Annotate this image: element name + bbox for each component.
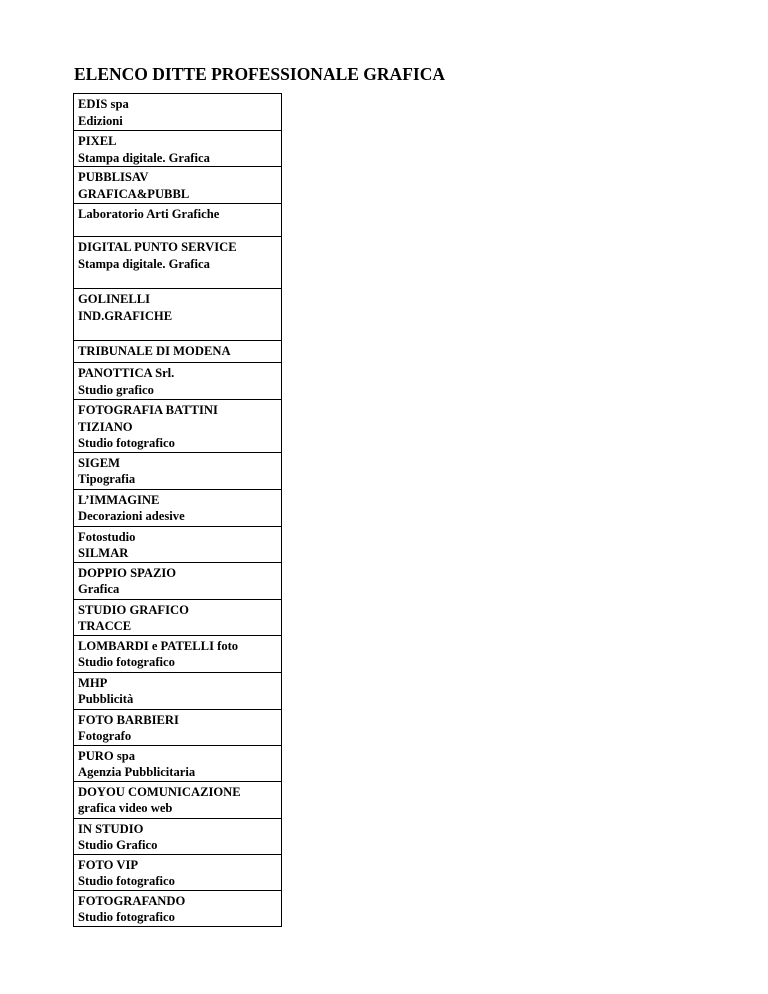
company-name: FOTO BARBIERI xyxy=(78,712,179,727)
company-name: EDIS spa xyxy=(78,97,129,111)
company-row xyxy=(74,526,282,562)
company-name: Fotostudio xyxy=(78,529,136,544)
company-row xyxy=(74,709,282,745)
company-name: SIGEM xyxy=(78,455,120,470)
company-list xyxy=(74,94,282,927)
company-cell xyxy=(74,526,282,562)
company-cell xyxy=(74,709,282,745)
company-description: Studio fotografico xyxy=(78,655,175,669)
company-row xyxy=(74,289,282,341)
company-cell xyxy=(74,745,282,781)
company-cell xyxy=(74,890,282,926)
company-cell xyxy=(74,452,282,489)
page-title: ELENCO DITTE PROFESSIONALE GRAFICA xyxy=(74,64,445,84)
company-row xyxy=(74,167,282,204)
company-cell xyxy=(74,635,282,672)
company-name: TRIBUNALE DI MODENA xyxy=(78,344,231,358)
company-row xyxy=(74,363,282,400)
company-description: grafica video web xyxy=(78,801,173,815)
company-row xyxy=(74,745,282,781)
company-description: Edizioni xyxy=(78,113,123,128)
company-cell xyxy=(74,363,282,400)
company-name: FOTOGRAFANDO xyxy=(78,893,186,908)
company-cell xyxy=(74,489,282,526)
company-description: Agenzia Pubblicitaria xyxy=(78,765,196,779)
company-cell xyxy=(74,781,282,818)
company-name: Laboratorio Arti Grafiche xyxy=(78,207,220,221)
company-cell xyxy=(74,289,282,341)
company-cell xyxy=(74,94,282,131)
company-name: DIGITAL PUNTO SERVICE xyxy=(78,240,237,254)
company-description: GRAFICA&PUBBL xyxy=(78,186,190,201)
company-cell xyxy=(74,400,282,453)
company-row xyxy=(74,204,282,237)
company-row xyxy=(74,599,282,635)
company-name: IN STUDIO xyxy=(78,821,144,836)
company-row xyxy=(74,237,282,289)
company-description: TIZIANO xyxy=(78,419,133,434)
company-row xyxy=(74,781,282,818)
company-name: GOLINELLI xyxy=(78,292,151,306)
company-cell xyxy=(74,167,282,204)
company-cell xyxy=(74,341,282,363)
company-row xyxy=(74,672,282,709)
company-description: Stampa digitale. Grafica xyxy=(78,150,210,165)
company-row xyxy=(74,818,282,854)
company-row xyxy=(74,854,282,890)
company-name: FOTOGRAFIA BATTINI xyxy=(78,403,218,417)
company-description: Decorazioni adesive xyxy=(78,509,185,523)
company-cell xyxy=(74,854,282,890)
company-cell xyxy=(74,237,282,289)
company-description: TRACCE xyxy=(78,619,132,633)
company-name: L’IMMAGINE xyxy=(78,492,160,507)
company-description: Studio Grafico xyxy=(78,838,158,852)
company-row xyxy=(74,131,282,167)
company-cell xyxy=(74,599,282,635)
company-cell xyxy=(74,131,282,167)
company-description: Studio fotografico xyxy=(78,436,175,450)
company-row xyxy=(74,489,282,526)
company-description: Studio fotografico xyxy=(78,910,175,924)
company-cell xyxy=(74,204,282,237)
company-cell xyxy=(74,562,282,599)
company-row xyxy=(74,562,282,599)
company-row xyxy=(74,94,282,131)
company-description: SILMAR xyxy=(78,546,129,560)
company-description: Tipografia xyxy=(78,472,136,486)
company-description: Pubblicità xyxy=(78,692,134,706)
company-row xyxy=(74,635,282,672)
company-name: PANOTTICA Srl. xyxy=(78,366,175,380)
company-cell xyxy=(74,818,282,854)
company-row xyxy=(74,890,282,926)
company-name: PIXEL xyxy=(78,134,117,148)
company-description: Stampa digitale. Grafica xyxy=(78,256,210,271)
company-row xyxy=(74,341,282,363)
company-row xyxy=(74,452,282,489)
company-name: MHP xyxy=(78,675,108,690)
company-name: FOTO VIP xyxy=(78,857,139,872)
company-name: DOPPIO SPAZIO xyxy=(78,565,177,580)
company-name: PURO spa xyxy=(78,748,136,763)
company-description: IND.GRAFICHE xyxy=(78,308,173,323)
company-name: LOMBARDI e PATELLI foto xyxy=(78,638,239,653)
company-description: Studio fotografico xyxy=(78,874,175,888)
company-table xyxy=(73,93,282,927)
company-name: DOYOU COMUNICAZIONE xyxy=(78,784,241,799)
company-name: STUDIO GRAFICO xyxy=(78,602,189,617)
company-description: Studio grafico xyxy=(78,382,154,397)
company-cell xyxy=(74,672,282,709)
company-name: PUBBLISAV xyxy=(78,170,149,184)
company-description: Fotografo xyxy=(78,729,132,743)
company-description: Grafica xyxy=(78,582,120,596)
company-row xyxy=(74,400,282,453)
